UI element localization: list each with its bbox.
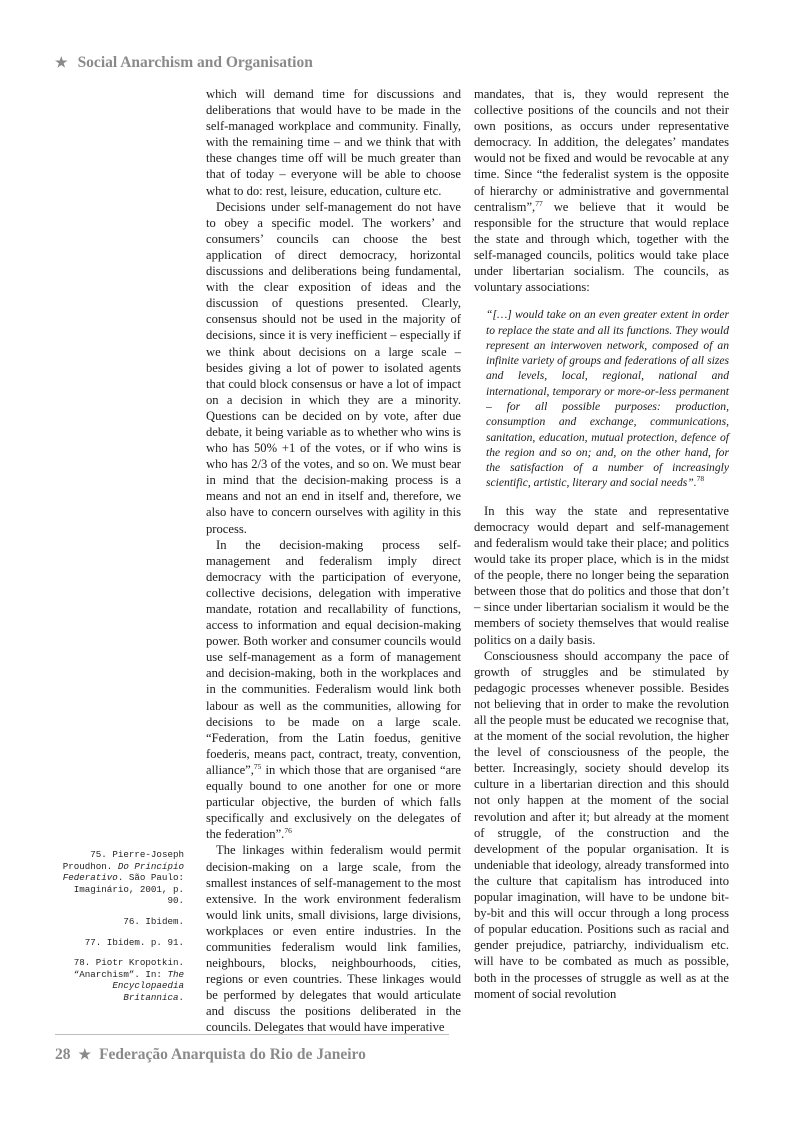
footnote-ref-75[interactable]: 75 <box>253 761 262 771</box>
paragraph-text: we believe that it would be responsible for the structure that would replace the state and through which, together with the self-managed councils, politics would take place under libertarian socialism. The councils, as voluntary associations: <box>474 199 729 295</box>
footnote-78 <box>60 957 184 1003</box>
header-title: Social Anarchism and Organisation <box>77 54 313 71</box>
footer-divider <box>55 1034 449 1035</box>
paragraph <box>206 537 461 843</box>
paragraph-text: in which those that are organised “are equally bound to one another for one or more particular objective, the burden of which falls specifically and exclusively on the delegates of the federation”. <box>206 762 461 842</box>
running-header <box>55 54 313 72</box>
footnote-ref-76[interactable]: 76 <box>284 826 292 836</box>
note-text: 78. Piotr Kropotkin. “Anarchism”. In: <box>73 957 184 980</box>
paragraph-text: mandates, that is, they would represent the collective positions of the councils and not their own positions, as occurs under representative democracy. In addition, the delegates’ mandates would not be fixed and would be revocable at any time. Since “the federalist system is the opposite of hierarchy or administrative and governmental centralism”, <box>474 87 729 214</box>
paragraph: Decisions under self-management do not have to obey a specific model. The workers’ and consumers’ councils can choose the best application of direct democracy, horizontal discussions and deliberations being fundamental, with the clear exposition of ideas and the discussion of questions presented. Clearly, consensus should not be used in the majority of decisions, since it is very inefficient – especially if we think about decisions on a large scale – besides giving a lot of power to isolated agents that could block consensus or have a lot of impact on a decision in which they are a minority. Questions can be decided on by vote, after due debate, it being variable as to whether who wins is who has 50% +1 of the votes, or if who wins is who has 2/3 of the votes, and so on. We must bear in mind that the decision-making process is a means and not an end in itself and, therefore, we also have to concern ourselves with agility in this process. <box>206 199 461 536</box>
quote-text: “[…] would take on an even greater extent in order to replace the state and all its functions. They would represent an interwoven network, composed of an infinite variety of groups and federations of all sizes and levels, local, regional, national and international, temporary or more-or-less permanent – for all possible purposes: production, consumption and exchange, communications, sanitation, education, mutual protection, defence of the region and so on; and, on the other hand, for the satisfaction of a number of increasingly scientific, artistic, literary and social needs”. <box>486 308 729 490</box>
note-text: . São Paulo: Imaginário, 2001, p. 90. <box>73 872 184 907</box>
running-footer <box>55 1046 366 1064</box>
footnote-77: 77. Ibidem. p. 91. <box>84 936 184 948</box>
column-right <box>474 86 729 1002</box>
footnote-ref-77[interactable]: 77 <box>535 198 543 208</box>
note-text: . <box>178 991 184 1003</box>
note-text: 75. Pierre-Joseph Proudhon. <box>62 849 184 872</box>
column-left <box>206 86 461 1036</box>
star-icon: ★ <box>55 56 68 71</box>
footnote-ref-78[interactable]: 78 <box>696 474 705 484</box>
paragraph <box>474 86 729 295</box>
paragraph: which will demand time for discussions and deliberations that would have to be made in the self-managed workplace and community. Finally, with the remaining time – and we think that with these changes time off will be much greater than that of today – everyone will be able to choose what to do: rest, leisure, education, culture etc. <box>206 87 461 198</box>
footnote-75 <box>60 849 184 907</box>
footnote-76: 76. Ibidem. <box>123 915 184 927</box>
paragraph: Consciousness should accompany the pace of growth of struggles and be stimulated by pedagogic processes whenever possible. Besides not believing that in order to make the revolution all the people must be educated we recognise that, at the moment of the social revolution, the higher the level of consciousness of the people, the better. Increasingly, society should develop its culture in a libertarian direction and this should not only happen at the moment of the social revolution and after it; but already at the moment of struggle, of the construction and the development of the popular organisation. It is undeniable that ideology, already transformed into the culture that capitalism has introduced into popular imagination, will have to be undone bit-by-bit and this will occur through a long process of popular education. Positions such as racial and gender prejudice, patriarchy, individualism etc. will have to be combated as much as possible, both in the processes of struggle as well as at the moment of social revolution <box>474 648 729 1001</box>
note-title: Do Princípio Federativo <box>62 860 184 884</box>
sidenotes <box>60 849 184 1013</box>
note-title: The Encyclopaedia Britannica <box>112 968 184 1003</box>
paragraph: In this way the state and representative democracy would depart and self-management and federalism would take their place; and politics would take its proper place, which is in the midst of the people, there no longer being the separation between those that do politics and those that don’t – since under libertarian socialism it would be the members of society themselves that would realise politics on a daily basis. <box>474 503 729 647</box>
page-number: 28 <box>55 1046 71 1063</box>
publisher-name: Federação Anarquista do Rio de Janeiro <box>99 1046 366 1063</box>
paragraph-text: In the decision-making process self-management and federalism imply direct democracy with the participation of everyone, collective decisions, delegation with imperative mandate, rotation and recallability of functions, access to information and equal decision-making power. Both worker and consumer councils would use self-management as a form of management and decision-making, both in the workplaces and in the communities. Federalism would link both labour as well as the communities, allowing for decisions to be made on a large scale. “Federation, from the Latin foedus, genitive foederis, means pact, contract, treaty, convention, alliance”, <box>206 537 461 777</box>
paragraph: The linkages within federalism would permit decision-making on a large scale, from the smallest instances of self-management to the most extensive. In the work environment federalism would link units, small divisions, large divisions, workplaces or even entire industries. In the communities federalism would link families, neighbours, blocks, neighbourhoods, cities, regions or even countries. These linkages would be performed by delegates that would articulate and discuss the positions deliberated in the councils. Delegates that would have imperative <box>206 843 461 1035</box>
block-quote <box>486 307 729 491</box>
star-icon: ★ <box>78 1048 92 1063</box>
